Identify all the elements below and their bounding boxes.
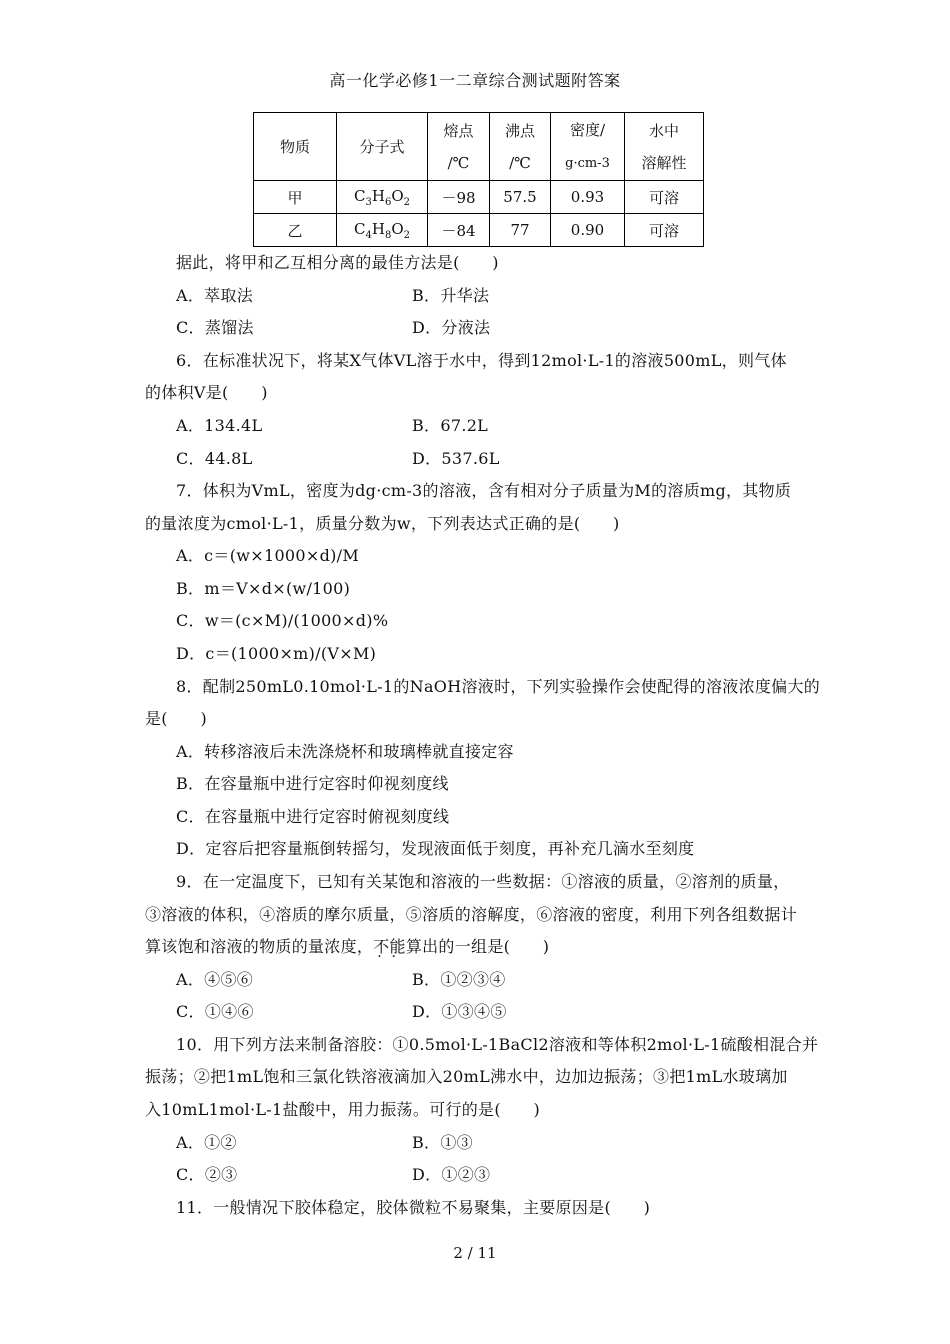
header-text: g·cm-3 bbox=[565, 155, 610, 171]
q5-option-a: A．萃取法 bbox=[176, 286, 254, 305]
header-text: 熔点 bbox=[443, 121, 474, 140]
q10-option-d: D．①②③ bbox=[412, 1165, 491, 1184]
q8-option-c: C．在容量瓶中进行定容时俯视刻度线 bbox=[176, 807, 450, 826]
q5-option-d: D．分液法 bbox=[412, 318, 491, 337]
header-cell bbox=[490, 113, 551, 181]
q9-option-c: C．①④⑥ bbox=[176, 1002, 254, 1021]
header-cell bbox=[625, 113, 704, 181]
q7-stem-line1: 7．体积为VmL，密度为dg·cm-3的溶液，含有相对分子质量为M的溶质mg，其物质 bbox=[176, 481, 792, 500]
q8-stem-line1: 8．配制250mL0.10mol·L-1的NaOH溶液时，下列实验操作会使配得的溶液浓度偏大的 bbox=[176, 677, 821, 696]
q10-option-c: C．②③ bbox=[176, 1165, 238, 1184]
q5-option-c: C．蒸馏法 bbox=[176, 318, 254, 337]
solubility-cell: 可溶 bbox=[625, 214, 704, 247]
q9-stem-line1: 9．在一定温度下，已知有关某饱和溶液的一些数据：①溶液的质量，②溶剂的质量， bbox=[176, 872, 790, 891]
header-text: 沸点 bbox=[504, 121, 535, 140]
q10-option-a: A．①② bbox=[176, 1133, 237, 1152]
q8-option-a: A．转移溶液后未洗涤烧杯和玻璃棒就直接定容 bbox=[176, 742, 514, 761]
header-cell bbox=[551, 113, 625, 181]
q7-option-d: D．c＝(1000×m)/(V×M) bbox=[176, 644, 377, 663]
header-text: 溶解性 bbox=[641, 153, 687, 172]
q7-option-a: A．c＝(w×1000×d)/M bbox=[176, 546, 360, 565]
q6-option-d: D．537.6L bbox=[412, 449, 500, 468]
substance-cell: 乙 bbox=[254, 214, 337, 247]
solubility-cell: 可溶 bbox=[625, 181, 704, 214]
substance-cell: 甲 bbox=[254, 181, 337, 214]
q8-option-b: B．在容量瓶中进行定容时仰视刻度线 bbox=[176, 774, 449, 793]
header-text: 密度/ bbox=[569, 120, 606, 139]
q9-option-b: B．①②③④ bbox=[412, 970, 506, 989]
properties-table bbox=[253, 112, 704, 247]
formula-cell: $C_3H_6O_2$ bbox=[337, 181, 428, 214]
q6-stem-line1: 6．在标准状况下，将某X气体VL溶于水中，得到12mol·L-1的溶液500mL，则气体 bbox=[176, 351, 787, 370]
q7-option-c: C．w＝(c×M)/(1000×d)% bbox=[176, 611, 389, 630]
table-header-row bbox=[254, 113, 704, 181]
q7-stem-line2: 的量浓度为cmol·L-1，质量分数为w，下列表达式正确的是( ) bbox=[145, 514, 620, 533]
page-title: 高一化学必修1一二章综合测试题附答案 bbox=[329, 71, 621, 90]
q9-emphasis-text: 不能 · · bbox=[373, 937, 406, 956]
q6-option-a: A．134.4L bbox=[176, 416, 263, 435]
q9-stem-line3 bbox=[145, 934, 549, 957]
q10-stem-line3: 入10mL1mol·L-1盐酸中，用力振荡。可行的是( ) bbox=[145, 1100, 541, 1119]
header-cell bbox=[337, 113, 428, 181]
table-row bbox=[254, 214, 704, 247]
boiling-point-cell: 57.5 bbox=[490, 181, 551, 214]
header-text: /℃ bbox=[509, 153, 531, 172]
q9-stem-text: 算该饱和溶液的物质的量浓度， bbox=[145, 937, 374, 956]
q9-option-a: A．④⑤⑥ bbox=[176, 970, 254, 989]
melting-point-cell: －98 bbox=[428, 181, 490, 214]
q9-option-d: D．①③④⑤ bbox=[412, 1002, 507, 1021]
header-cell bbox=[254, 113, 337, 181]
melting-point-cell: －84 bbox=[428, 214, 490, 247]
q8-option-d: D．定容后把容量瓶倒转摇匀，发现液面低于刻度，再补充几滴水至刻度 bbox=[176, 839, 695, 858]
table-row bbox=[254, 181, 704, 214]
q10-stem-line1: 10．用下列方法来制备溶胶：①0.5mol·L-1BaCl2溶液和等体积2mol·L-1硫酸相混合并 bbox=[176, 1035, 819, 1054]
q9-stem-text: 算出的一组是( ) bbox=[405, 937, 550, 956]
page-number: 2 / 11 bbox=[453, 1244, 497, 1262]
header-cell bbox=[428, 113, 490, 181]
q10-stem-line2: 振荡；②把1mL饱和三氯化铁溶液滴加入20mL沸水中，边加边振荡；③把1mL水玻璃加 bbox=[145, 1067, 788, 1086]
q6-option-c: C．44.8L bbox=[176, 449, 253, 468]
formula-cell: $C_4H_8O_2$ bbox=[337, 214, 428, 247]
header-text: 物质 bbox=[279, 137, 310, 156]
q5-stem: 据此，将甲和乙互相分离的最佳方法是( ) bbox=[176, 253, 499, 272]
q6-option-b: B．67.2L bbox=[412, 416, 489, 435]
density-cell: 0.90 bbox=[551, 214, 625, 247]
header-text: 分子式 bbox=[359, 137, 405, 156]
q5-option-b: B．升华法 bbox=[412, 286, 490, 305]
header-text: /℃ bbox=[447, 153, 470, 172]
q6-stem-line2: 的体积V是( ) bbox=[145, 383, 268, 402]
header-text: 水中 bbox=[648, 121, 679, 140]
boiling-point-cell: 77 bbox=[490, 214, 551, 247]
q10-option-b: B．①③ bbox=[412, 1133, 473, 1152]
q8-stem-line2: 是( ) bbox=[145, 709, 207, 728]
q11-stem-line1: 11．一般情况下胶体稳定，胶体微粒不易聚集，主要原因是( ) bbox=[176, 1198, 651, 1217]
q7-option-b: B．m＝V×d×(w/100) bbox=[176, 579, 351, 598]
q9-stem-line2: ③溶液的体积，④溶质的摩尔质量，⑤溶质的溶解度，⑥溶液的密度，利用下列各组数据计 bbox=[145, 905, 798, 924]
density-cell: 0.93 bbox=[551, 181, 625, 214]
